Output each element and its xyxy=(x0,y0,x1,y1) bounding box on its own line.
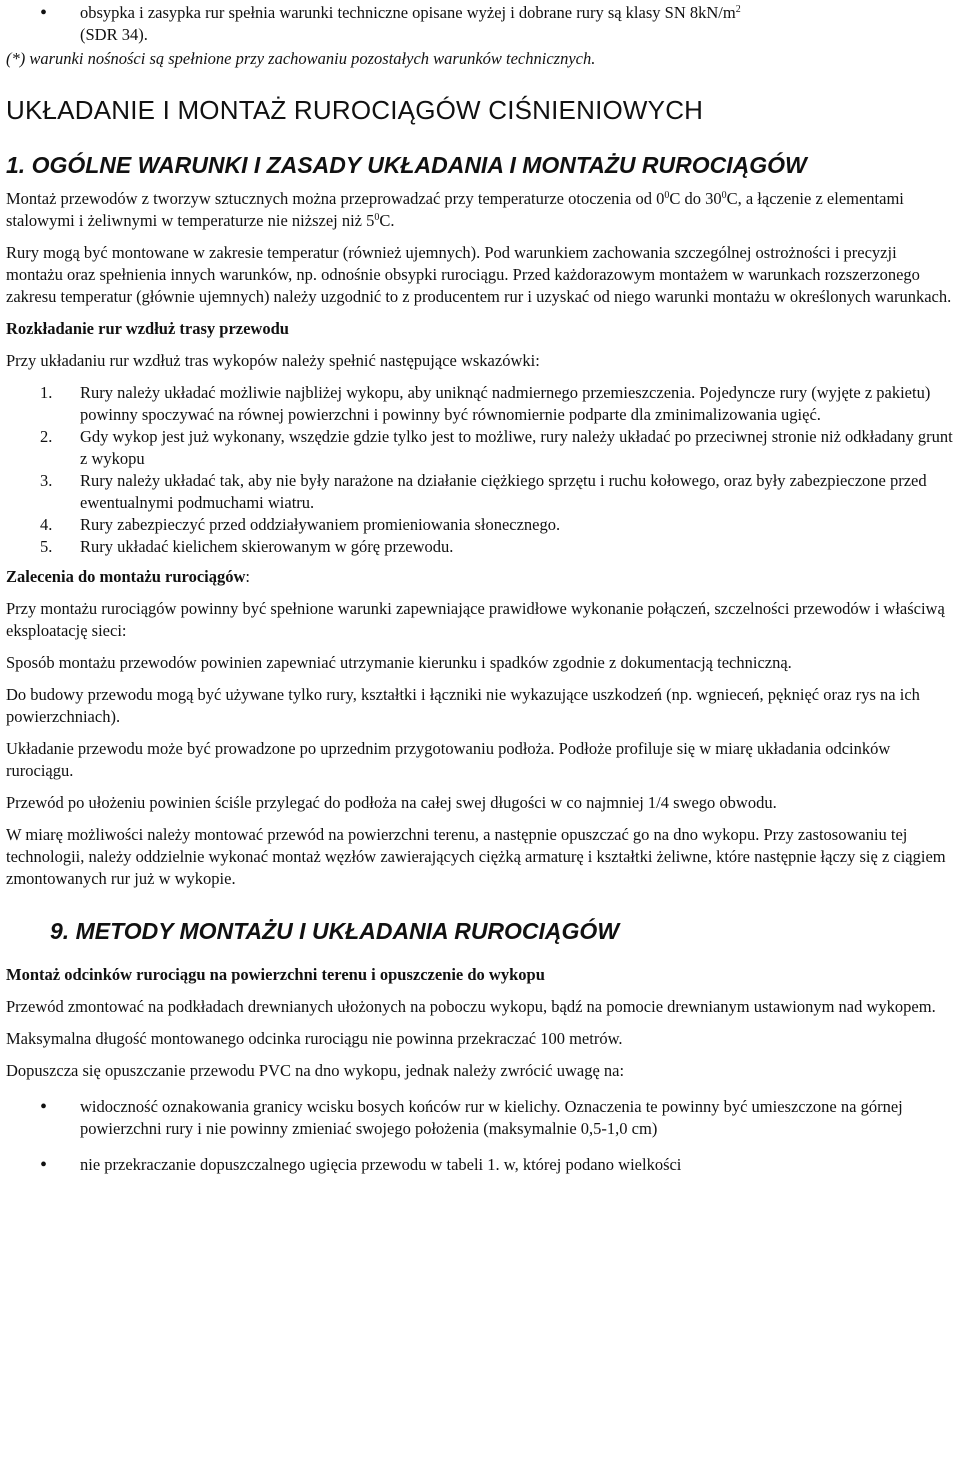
list-text: Gdy wykop jest już wykonany, wszędzie gdzie tylko jest to możliwe, rury należy układać po przeciwnej stronie niż odkładany grunt z wykopu xyxy=(80,427,953,468)
subheading-assembly: Montaż odcinków rurociągu na powierzchni terenu i opuszczenie do wykopu xyxy=(6,965,545,984)
list-number: 2. xyxy=(40,427,53,446)
paragraph: Do budowy przewodu mogą być używane tylko rury, kształtki i łączniki nie wykazujące uszkodzeń (np. wgnieceń, pęknięć oraz rys na ich powierzchniach). xyxy=(6,685,920,726)
paragraph: Dopuszcza się opuszczanie przewodu PVC na dno wykopu, jednak należy zwrócić uwagę na: xyxy=(6,1061,625,1080)
superscript: 2 xyxy=(735,4,741,15)
colon: : xyxy=(245,567,250,586)
paragraph-temperature xyxy=(6,188,956,232)
subheading-laying: Rozkładanie rur wzdłuż trasy przewodu xyxy=(6,319,289,338)
list-item xyxy=(6,514,956,536)
section-heading-1: 1. OGÓLNE WARUNKI I ZASADY UKŁADANIA I MONTAŻU RUROCIĄGÓW xyxy=(6,152,807,178)
superscript: 0 xyxy=(721,190,727,201)
paragraph: Przy montażu rurociągów powinny być spełnione warunki zapewniające prawidłowe wykonanie połączeń, szczelności przewodów i właściwą eksploatację sieci: xyxy=(6,599,945,640)
list-number: 4. xyxy=(40,515,53,534)
list-text: Rury zabezpieczyć przed oddziaływaniem promieniowania słonecznego. xyxy=(80,515,561,534)
paragraph: W miarę możliwości należy montować przewód na powierzchni terenu, a następnie opuszczać go na dno wykopu. Przy zastosowaniu tej technologii, należy oddzielnie wykonać montaż węzłów zawierających ciężką armaturę i kształtki żeliwne, które następnie łączy się z ciągiem zmontowanych rur już w wykopie. xyxy=(6,825,946,888)
paragraph-temperature-range: Rury mogą być montowane w zakresie temperatur (również ujemnych). Pod warunkiem zachowania szczególnej ostrożności i precyzji montażu oraz spełnienia innych warunków, np. odnośnie obsypki rurociągu. Przed każdorazowym montażem w warunkach rozszerzonego zakresu temperatur (głównie ujemnych) należy uzgodnić to z producentem rur i uzyskać od niego warunki montażu w określonych warunkach. xyxy=(6,243,952,306)
list-number: 1. xyxy=(40,383,53,402)
list-text: Rury układać kielichem skierowanym w górę przewodu. xyxy=(80,537,454,556)
paragraph: Przewód po ułożeniu powinien ściśle przylegać do podłoża na całej swej długości w co najmniej 1/4 swego obwodu. xyxy=(6,793,777,812)
bullet-icon: • xyxy=(40,1154,48,1176)
list-item xyxy=(6,382,956,426)
subheading-recommendations xyxy=(6,566,956,588)
list-item xyxy=(6,536,956,558)
bullet-text: nie przekraczanie dopuszczalnego ugięcia przewodu w tabeli 1. w, której podano wielkości xyxy=(80,1155,682,1174)
list-text: Rury należy układać możliwie najbliżej wykopu, aby uniknąć nadmiernego przemieszczenia. Pojedyncze rury (wyjęte z pakietu) powinny spoczywać na równej powierzchni i powinny być równomiernie podparte dla zminimalizowania ugięć. xyxy=(80,383,931,424)
section-heading-9: 9. METODY MONTAŻU I UKŁADANIA RUROCIĄGÓW xyxy=(50,918,620,944)
list-number: 3. xyxy=(40,471,53,490)
superscript: 0 xyxy=(664,190,670,201)
footnote: (*) warunki nośności są spełnione przy zachowaniu pozostałych warunków technicznych. xyxy=(6,49,596,68)
paragraph: Maksymalna długość montowanego odcinka rurociągu nie powinna przekraczać 100 metrów. xyxy=(6,1029,623,1048)
bullet-icon: • xyxy=(40,1096,48,1118)
list-item xyxy=(6,426,956,470)
document-page xyxy=(6,0,956,1176)
bullet-icon: • xyxy=(40,2,48,24)
numbered-list xyxy=(6,382,956,558)
bullet-item xyxy=(6,2,956,46)
bullet-text: obsypka i zasypka rur spełnia warunki techniczne opisane wyżej i dobrane rury są klasy SN 8kN/m xyxy=(80,3,736,22)
paragraph: Układanie przewodu może być prowadzone po uprzednim przygotowaniu podłoża. Podłoże profiluje się w miarę układania odcinków rurociągu. xyxy=(6,739,891,780)
list-item xyxy=(6,470,956,514)
text-run: C. xyxy=(379,211,395,230)
paragraph-laying-intro: Przy układaniu rur wzdłuż tras wykopów należy spełnić następujące wskazówki: xyxy=(6,351,540,370)
main-heading: UKŁADANIE I MONTAŻ RUROCIĄGÓW CIŚNIENIOWYCH xyxy=(6,95,704,125)
superscript: 0 xyxy=(374,212,380,223)
subheading-text: Zalecenia do montażu rurociągów xyxy=(6,567,246,586)
bullet-item xyxy=(6,1096,956,1140)
paragraph: Sposób montażu przewodów powinien zapewniać utrzymanie kierunku i spadków zgodnie z dokumentacją techniczną. xyxy=(6,653,792,672)
paragraph: Przewód zmontować na podkładach drewnianych ułożonych na poboczu wykopu, bądź na pomocie drewnianym ustawionym nad wykopem. xyxy=(6,997,936,1016)
list-number: 5. xyxy=(40,537,53,556)
list-text: Rury należy układać tak, aby nie były narażone na działanie ciężkiego sprzętu i ruchu kołowego, oraz były zabezpieczone przed ewentualnymi podmuchami wiatru. xyxy=(80,471,927,512)
bullet-text: widoczność oznakowania granicy wcisku bosych końców rur w kielichy. Oznaczenia te powinny być umieszczone na górnej powierzchni rury i nie powinny zmieniać swojego położenia (maksymalnie 0,5-1,0 cm) xyxy=(80,1097,903,1138)
bullet-text-cont: (SDR 34). xyxy=(80,25,148,44)
text-run: C, a łączenie z elementami stalowymi i żeliwnymi w temperaturze nie niższej niż 5 xyxy=(6,189,904,230)
text-run: Montaż przewodów z tworzyw sztucznych można przeprowadzać przy temperaturze otoczenia od 0 xyxy=(6,189,665,208)
text-run: C do 30 xyxy=(669,189,722,208)
bullet-item xyxy=(6,1154,956,1176)
